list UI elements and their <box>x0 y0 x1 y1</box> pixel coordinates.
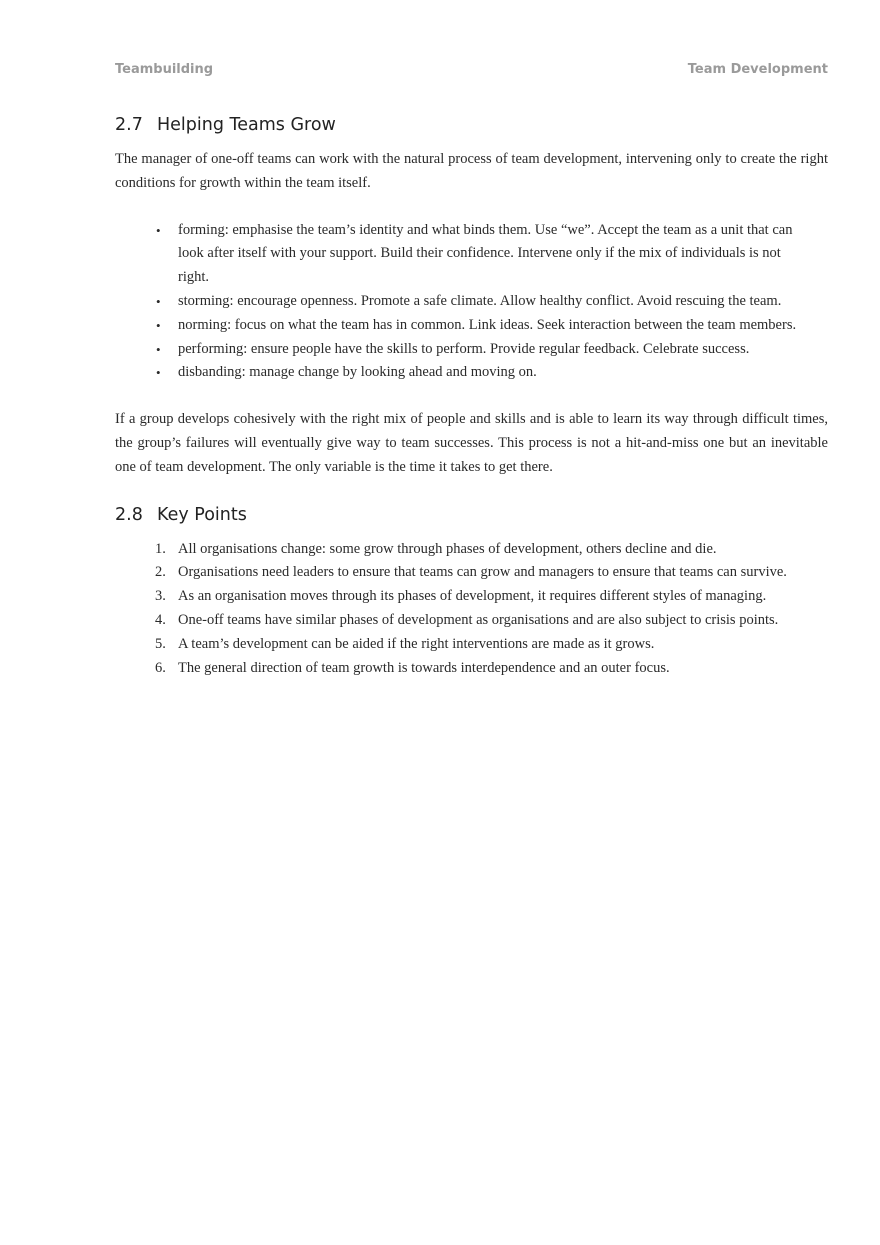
section-2-8 <box>115 502 828 681</box>
key-points-list <box>115 538 828 681</box>
conclusion-paragraph: If a group develops cohesively with the right mix of people and skills and is able to learn its way through difficult times, the group’s failures will eventually give way to team successes. This process is not a hit-and-miss one but an inevitable one of team development. The only variable is the time it takes to get there. <box>115 411 828 475</box>
intro-paragraph: The manager of one-off teams can work with the natural process of team development, intervening only to create the right conditions for growth within the team itself. <box>115 151 828 191</box>
bullet-marker: • <box>156 317 161 333</box>
section-title: Key Points <box>157 504 247 525</box>
header-book-title: Teambuilding <box>115 62 214 77</box>
list-item-text: performing: ensure people have the skills to perform. Provide regular feedback. Celebrate success. <box>178 340 750 357</box>
list-item-text: All organisations change: some grow through phases of development, others decline and die. <box>178 540 717 557</box>
list-item-text: A team’s development can be aided if the right interventions are made as it grows. <box>178 635 655 652</box>
bullet-marker: • <box>156 365 161 381</box>
list-item-text: The general direction of team growth is towards interdependence and an outer focus. <box>178 659 670 676</box>
list-item-text: storming: encourage openness. Promote a safe climate. Allow healthy conflict. Avoid rescuing the team. <box>178 292 782 309</box>
list-item-text: Organisations need leaders to ensure that teams can grow and managers to ensure that teams can survive. <box>178 564 787 581</box>
item-number: 2. <box>155 564 166 581</box>
item-number: 4. <box>155 611 166 628</box>
list-item <box>115 633 828 657</box>
item-number: 1. <box>155 540 166 557</box>
list-item-text: One-off teams have similar phases of development as organisations and are also subject to crisis points. <box>178 611 779 628</box>
section-title: Helping Teams Grow <box>157 115 336 135</box>
page-content <box>115 112 828 680</box>
section-number: 2.7 <box>115 115 143 135</box>
list-item <box>115 219 828 290</box>
list-item-text: forming: emphasise the team’s identity and what binds them. Use “we”. Accept the team as a unit that can look after itself with your support. Build their confidence. Intervene only if the mix of individuals is not right. <box>178 221 793 286</box>
section-heading-2-7 <box>115 112 828 138</box>
list-item <box>115 585 828 609</box>
section-heading-2-8 <box>115 502 828 528</box>
list-item <box>115 338 828 362</box>
list-item <box>115 561 828 585</box>
item-number: 3. <box>155 588 166 605</box>
running-header <box>115 60 828 82</box>
section-number: 2.8 <box>115 504 143 525</box>
list-item-text: As an organisation moves through its phases of development, it requires different styles of managing. <box>178 588 767 605</box>
list-item-text: disbanding: manage change by looking ahead and moving on. <box>178 364 537 381</box>
item-number: 5. <box>155 635 166 652</box>
item-number: 6. <box>155 659 166 676</box>
header-chapter-title: Team Development <box>687 62 828 77</box>
bullet-marker: • <box>156 222 161 238</box>
bullet-marker: • <box>156 293 161 309</box>
list-item <box>115 314 828 338</box>
list-item <box>115 657 828 681</box>
team-stage-bullet-list <box>115 219 828 386</box>
list-item <box>115 538 828 562</box>
list-item-text: norming: focus on what the team has in common. Link ideas. Seek interaction between the team members. <box>178 316 797 333</box>
list-item <box>115 609 828 633</box>
list-item <box>115 290 828 314</box>
list-item <box>115 361 828 385</box>
bullet-marker: • <box>156 341 161 357</box>
